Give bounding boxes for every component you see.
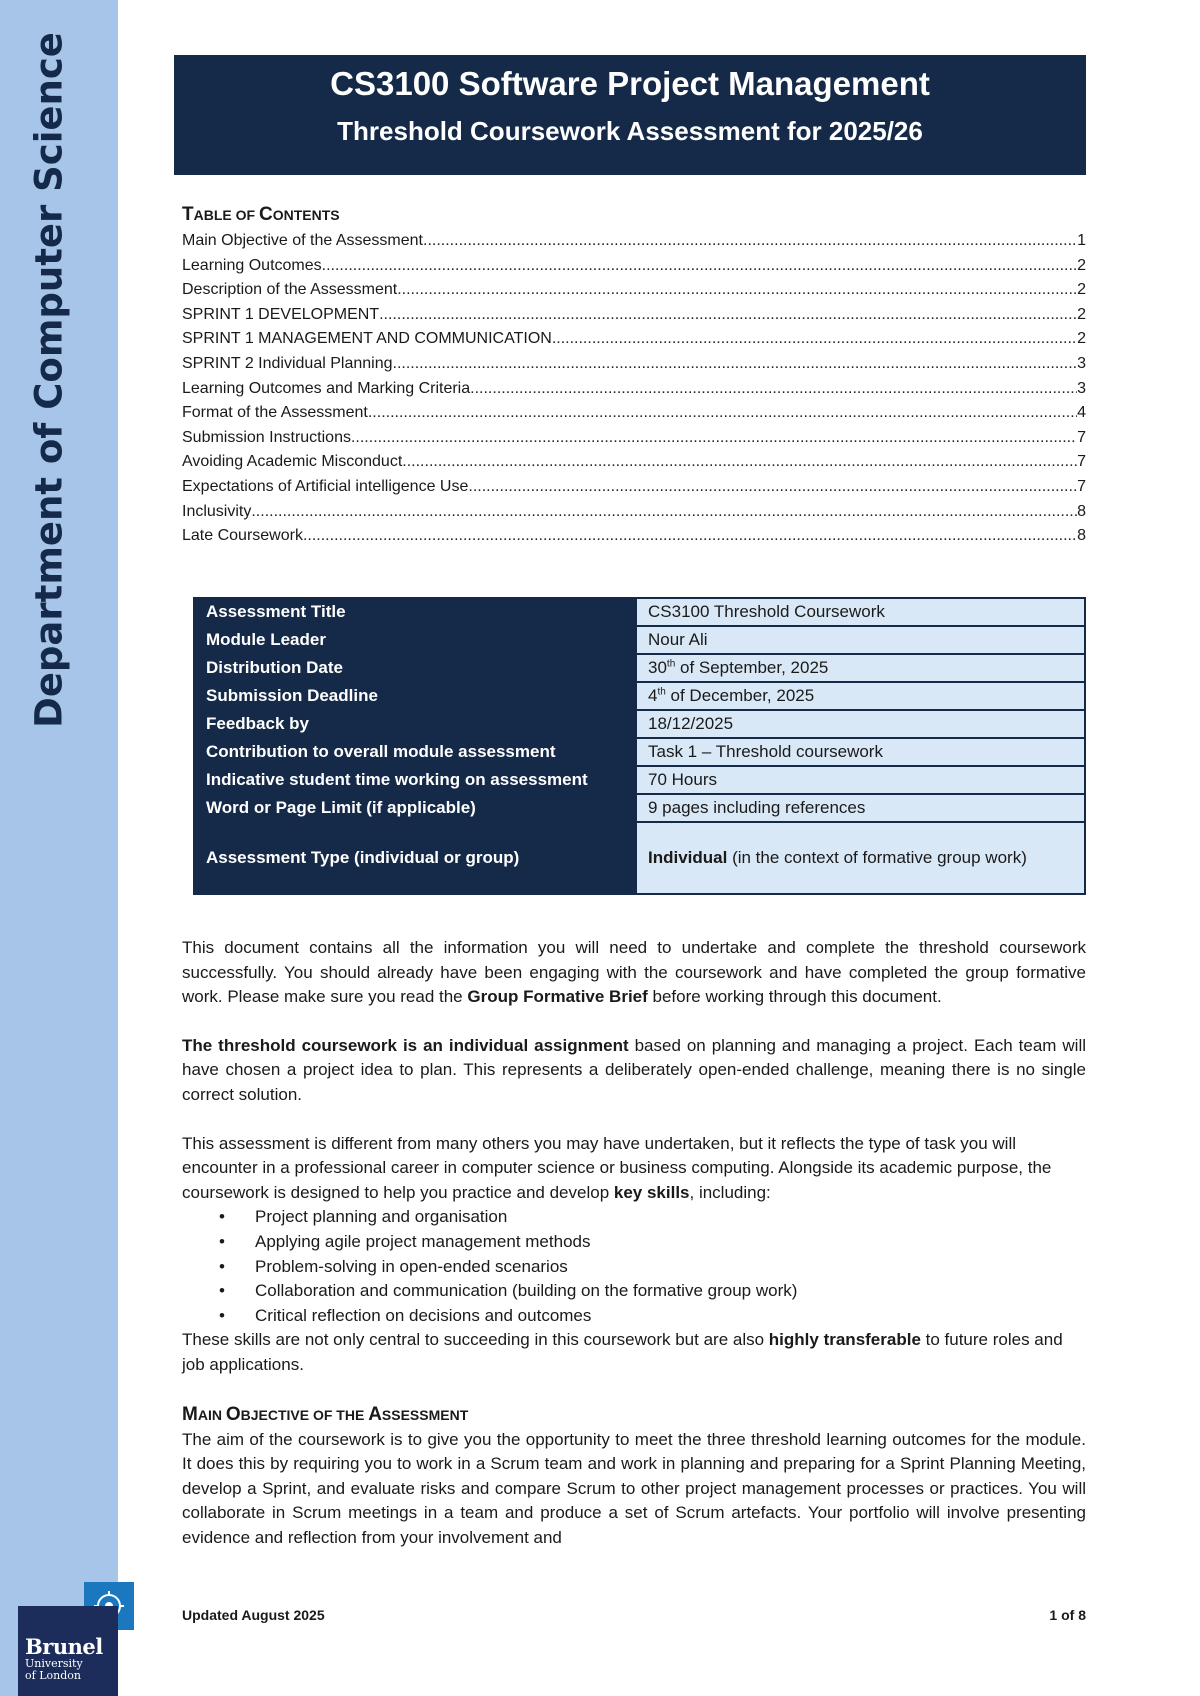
- info-value: Individual (in the context of formative group work): [636, 822, 1085, 894]
- table-of-contents: [182, 203, 1086, 549]
- toc-leader-dots: [393, 352, 1078, 377]
- transferable-paragraph: These skills are not only central to succeeding in this coursework but are also highly transferable to future roles and job applications.: [182, 1330, 1063, 1374]
- toc-item-label[interactable]: Inclusivity: [182, 502, 252, 520]
- toc-item-page: 7: [1077, 453, 1086, 471]
- department-label: Department of Computer Science: [27, 32, 71, 728]
- table-row: [194, 598, 1085, 626]
- toc-leader-dots: [468, 475, 1077, 500]
- toc-item[interactable]: [182, 450, 1086, 475]
- toc-item-page: 1: [1077, 232, 1086, 249]
- toc-leader-dots: [322, 254, 1077, 279]
- toc-item-page: 2: [1077, 256, 1086, 274]
- table-row: [194, 682, 1085, 710]
- toc-item[interactable]: [182, 401, 1086, 426]
- info-value: Task 1 – Threshold coursework: [636, 738, 1085, 766]
- info-key: Assessment Type (individual or group): [194, 822, 636, 894]
- toc-item[interactable]: [182, 278, 1086, 303]
- intro-paragraph: This document contains all the information you will need to undertake and complete the threshold coursework successfully. You should already have been engaging with the coursework and have completed the group formative work. Please make sure you read the Group Formative Brief before working through this document.: [182, 938, 1086, 1007]
- toc-item-label[interactable]: Avoiding Academic Misconduct: [182, 453, 403, 471]
- page-subtitle: Threshold Coursework Assessment for 2025/26: [337, 116, 923, 146]
- toc-item-label[interactable]: Main Objective of the Assessment: [182, 232, 423, 249]
- toc-item[interactable]: [182, 327, 1086, 352]
- toc-leader-dots: [379, 303, 1077, 328]
- info-value: 18/12/2025: [636, 710, 1085, 738]
- toc-leader-dots: [251, 500, 1077, 525]
- toc-item[interactable]: [182, 377, 1086, 402]
- toc-item-label[interactable]: SPRINT 2 Individual Planning: [182, 354, 393, 372]
- toc-item-page: 4: [1077, 404, 1086, 422]
- toc-item-label[interactable]: Learning Outcomes and Marking Criteria: [182, 379, 471, 397]
- list-item: • Collaboration and communication (building on the formative group work): [255, 1279, 1086, 1304]
- info-value: Nour Ali: [636, 626, 1085, 654]
- logo-sub-2: of London: [25, 1669, 81, 1682]
- list-item: • Problem-solving in open-ended scenarios: [255, 1255, 1086, 1280]
- skills-paragraph: This assessment is different from many others you may have undertaken, but it reflects the type of task you will encounter in a professional career in computer science or business computing. Alongside its academic purpose, the coursework is designed to help you practice and develop key skills, including:: [182, 1133, 1052, 1202]
- table-row: [194, 654, 1085, 682]
- individual-paragraph: The threshold coursework is an individual assignment based on planning and managing a project. Each team will have chosen a project idea to plan. This represents a deliberately open-ended challenge, meaning there is no single correct solution.: [182, 1035, 1087, 1104]
- toc-item-label[interactable]: Format of the Assessment: [182, 404, 368, 422]
- toc-item-label[interactable]: Late Coursework: [182, 527, 303, 545]
- info-value: 70 Hours: [636, 766, 1085, 794]
- toc-item-page: 8: [1077, 502, 1086, 520]
- info-value: 30th of September, 2025: [636, 654, 1085, 682]
- toc-item-label[interactable]: SPRINT 1 DEVELOPMENT: [182, 305, 380, 323]
- info-key: Indicative student time working on assessment: [194, 766, 636, 794]
- toc-leader-dots: [351, 426, 1077, 451]
- table-row: [194, 766, 1085, 794]
- list-item: • Applying agile project management methods: [255, 1230, 1086, 1255]
- toc-item-label[interactable]: Expectations of Artificial intelligence Use: [182, 477, 469, 495]
- toc-item[interactable]: [182, 500, 1086, 525]
- toc-item[interactable]: [182, 352, 1086, 377]
- skills-list: [182, 1205, 1086, 1328]
- toc-item[interactable]: [182, 524, 1086, 549]
- toc-item[interactable]: [182, 229, 1086, 254]
- info-key: Feedback by: [194, 710, 636, 738]
- toc-leader-dots: [423, 229, 1077, 254]
- objective-paragraph: The aim of the coursework is to give you the opportunity to meet the three threshold learning outcomes for the module. It does this by requiring you to work in a Scrum team and work in planning and preparing for a Sprint Planning Meeting, develop a Sprint, and evaluate risks and compare Scrum to other project management processes or practices. You will collaborate in Scrum meetings in a team and produce a set of Scrum artefacts. Your portfolio will involve presenting evidence and reflection from your involvement and: [182, 1429, 1086, 1547]
- toc-item-page: 2: [1077, 281, 1086, 299]
- sidebar: [0, 0, 118, 1696]
- toc-item[interactable]: [182, 426, 1086, 451]
- toc-item-page: 2: [1077, 305, 1086, 323]
- info-value: 9 pages including references: [636, 794, 1085, 822]
- toc-item-label[interactable]: Submission Instructions: [182, 428, 351, 446]
- table-row: [194, 822, 1085, 894]
- toc-leader-dots: [470, 377, 1077, 402]
- title-banner: [174, 55, 1086, 175]
- table-row: [194, 738, 1085, 766]
- toc-item-page: 3: [1077, 354, 1086, 372]
- table-row: [194, 794, 1085, 822]
- info-key: Module Leader: [194, 626, 636, 654]
- toc-item[interactable]: [182, 254, 1086, 279]
- toc-item[interactable]: [182, 303, 1086, 328]
- toc-leader-dots: [303, 524, 1077, 549]
- info-key: Contribution to overall module assessment: [194, 738, 636, 766]
- table-row: [194, 626, 1085, 654]
- list-item: • Critical reflection on decisions and outcomes: [255, 1304, 1086, 1329]
- info-key: Distribution Date: [194, 654, 636, 682]
- toc-item-page: 8: [1077, 527, 1086, 545]
- assessment-info-table: [193, 597, 1086, 895]
- logo-sub-1: University: [25, 1657, 83, 1670]
- toc-item-page: 7: [1077, 477, 1086, 495]
- toc-item[interactable]: [182, 475, 1086, 500]
- toc-item-label[interactable]: Description of the Assessment: [182, 281, 398, 299]
- toc-item-label[interactable]: SPRINT 1 MANAGEMENT AND COMMUNICATION: [182, 330, 552, 348]
- list-item: • Project planning and organisation: [255, 1205, 1086, 1230]
- toc-leader-dots: [368, 401, 1077, 426]
- toc-heading: TABLE OF CONTENTS: [182, 204, 340, 225]
- toc-item-page: 3: [1077, 379, 1086, 397]
- toc-list: [182, 229, 1086, 549]
- toc-leader-dots: [397, 278, 1077, 303]
- footer-updated: Updated August 2025: [182, 1607, 325, 1623]
- toc-item-page: 7: [1077, 428, 1086, 446]
- logo-word: Brunel: [25, 1634, 103, 1659]
- info-value: CS3100 Threshold Coursework: [636, 598, 1085, 626]
- info-key: Assessment Title: [194, 598, 636, 626]
- info-key: Submission Deadline: [194, 682, 636, 710]
- info-value: 4th of December, 2025: [636, 682, 1085, 710]
- toc-item-label[interactable]: Learning Outcomes: [182, 256, 322, 274]
- page-title: CS3100 Software Project Management: [330, 65, 930, 102]
- university-logo: [18, 1606, 118, 1696]
- info-key: Word or Page Limit (if applicable): [194, 794, 636, 822]
- toc-item-page: 2: [1077, 330, 1086, 348]
- toc-leader-dots: [402, 450, 1077, 475]
- toc-leader-dots: [552, 327, 1077, 352]
- document-body: [182, 936, 1086, 1574]
- table-row: [194, 710, 1085, 738]
- footer-page-number: 1 of 8: [1049, 1607, 1086, 1623]
- section-heading-main-objective: MAIN OBJECTIVE OF THE ASSESSMENT: [182, 1403, 469, 1425]
